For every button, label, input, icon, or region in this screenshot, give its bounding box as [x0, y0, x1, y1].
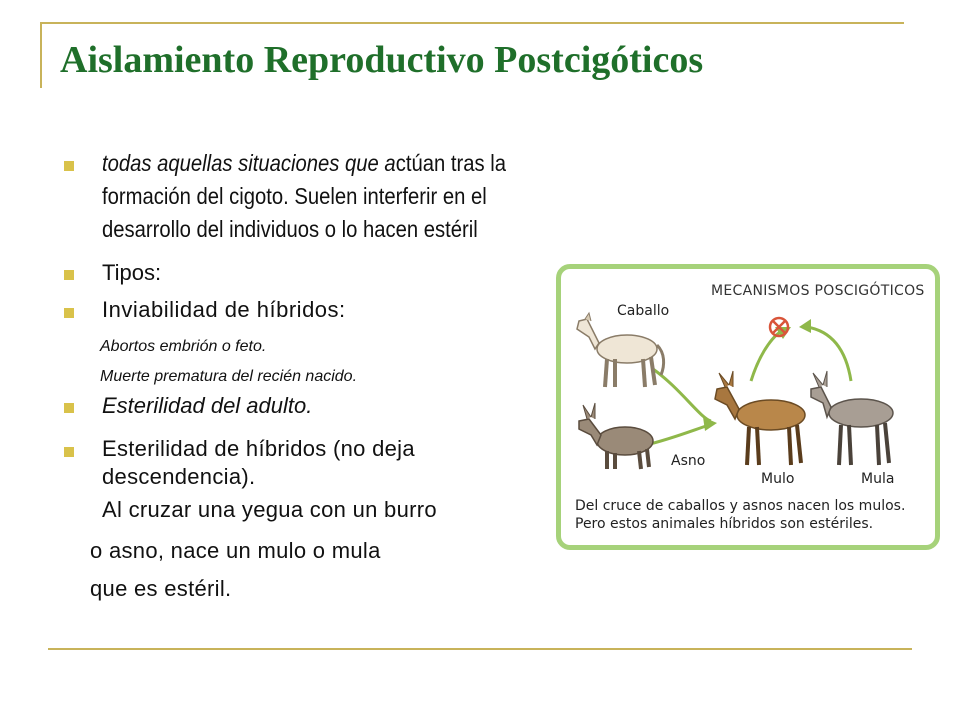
bullet-5-line-3: Al cruzar una yegua con un burro	[102, 497, 437, 522]
arrow-donkey-to-mule	[646, 425, 709, 445]
bullet-1-italic: todas aquellas situaciones que a	[102, 150, 396, 176]
mule-icon	[715, 371, 805, 465]
bullet-4: Esterilidad del adulto.	[102, 393, 313, 418]
bullet-marker	[64, 161, 74, 171]
bullet-marker	[64, 447, 74, 457]
slide-title: Aislamiento Reproductivo Postcigóticos	[60, 39, 704, 81]
arrow-head-sterile-2	[799, 319, 811, 333]
figure-caption-line-1: Del cruce de caballos y asnos nacen los mulos.	[575, 498, 906, 514]
label-mulo: Mulo	[761, 471, 795, 487]
horse-icon	[577, 313, 664, 387]
bullet-1-line-2: formación del cigoto. Suelen interferir en el	[102, 183, 487, 209]
figure-title: MECANISMOS POSCIGÓTICOS	[711, 283, 925, 299]
sub-item-2: Muerte prematura del recién nacido.	[100, 368, 358, 385]
bullet-1-rest: ctúan tras la	[395, 150, 506, 176]
mecanismos-figure	[556, 264, 940, 550]
bullet-marker	[64, 308, 74, 318]
arrow-mula-to-sterile	[807, 327, 851, 381]
bullet-5-line-4: o asno, nace un mulo o mula	[90, 538, 381, 563]
frame-bottom-line	[48, 648, 912, 650]
bullet-3: Inviabilidad de híbridos:	[102, 297, 346, 322]
label-mula: Mula	[861, 471, 895, 487]
sub-item-1: Abortos embrión o feto.	[100, 338, 267, 355]
bullet-marker	[64, 270, 74, 280]
mule-icon	[811, 371, 893, 465]
bullet-marker	[64, 403, 74, 413]
bullet-5-line-5: que es estéril.	[90, 576, 232, 601]
donkey-icon	[579, 403, 653, 469]
bullet-1-line-1	[102, 150, 506, 176]
label-asno: Asno	[671, 453, 706, 469]
arrow-horse-to-mule	[653, 369, 711, 421]
frame-top-line	[40, 22, 904, 24]
bullet-5-line-1: Esterilidad de híbridos (no deja	[102, 436, 415, 461]
bullet-2: Tipos:	[102, 260, 162, 285]
figure-caption	[575, 497, 905, 533]
frame-left-line	[40, 22, 42, 88]
bullet-1-line-3: desarrollo del individuos o lo hacen estéril	[102, 216, 478, 242]
figure-caption-line-2: Pero estos animales híbridos son estériles.	[575, 516, 874, 532]
bullet-5-line-2: descendencia).	[102, 464, 256, 489]
label-caballo: Caballo	[617, 303, 670, 319]
arrow-mule-to-sterile	[751, 331, 783, 381]
